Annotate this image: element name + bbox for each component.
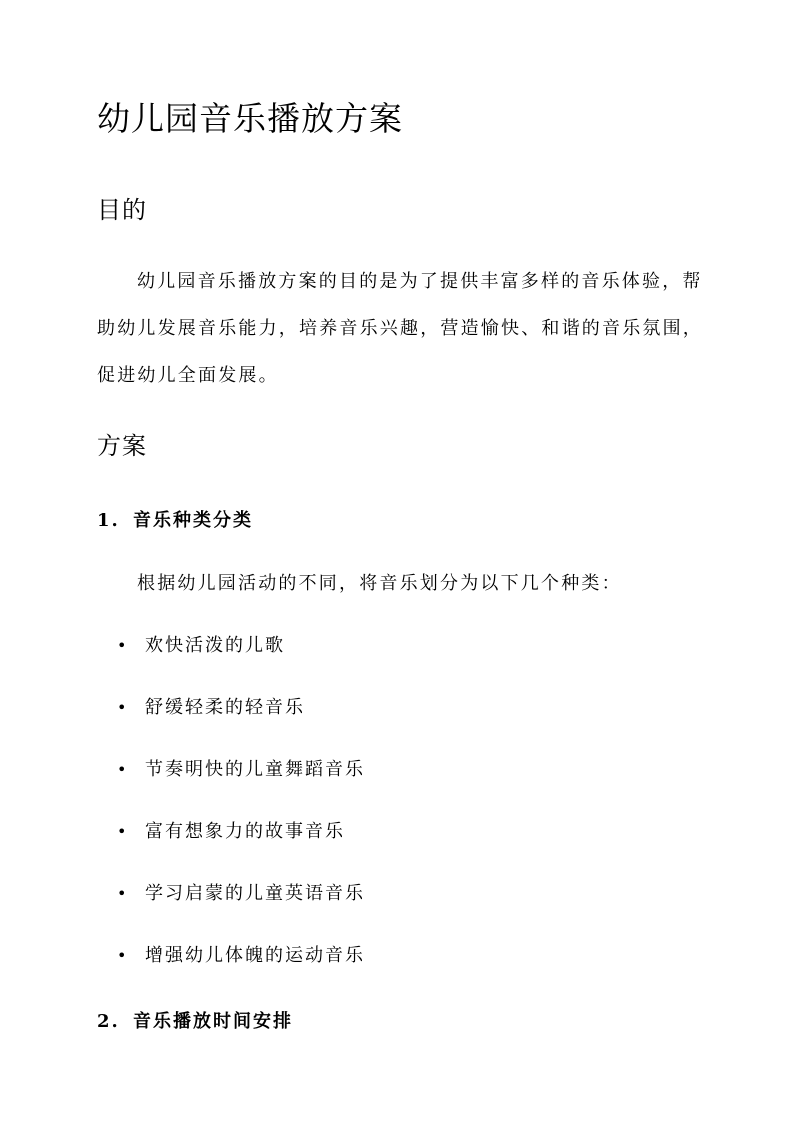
purpose-paragraph: 幼儿园音乐播放方案的目的是为了提供丰富多样的音乐体验，帮助幼儿发展音乐能力，培养音乐兴趣，营造愉快、和谐的音乐氛围，促进幼儿全面发展。 — [97, 271, 703, 386]
list-item-text: 节奏明快的儿童舞蹈音乐 — [145, 759, 365, 780]
music-categories-lead: 根据幼儿园活动的不同，将音乐划分为以下几个种类： — [137, 573, 622, 594]
subsection-number: 2. — [97, 1011, 120, 1032]
section-heading-plan: 方案 — [97, 432, 147, 460]
document-title: 幼儿园音乐播放方案 — [97, 99, 403, 138]
bullet-icon: • — [117, 884, 129, 903]
bullet-icon: • — [117, 760, 129, 779]
list-item — [117, 881, 365, 907]
list-item-text: 欢快活泼的儿歌 — [145, 635, 285, 656]
subsection-heading-music-categories — [97, 508, 253, 534]
list-item-text: 富有想象力的故事音乐 — [145, 821, 345, 842]
bullet-icon: • — [117, 698, 129, 717]
list-item-text: 增强幼儿体魄的运动音乐 — [145, 945, 365, 966]
bullet-icon: • — [117, 636, 129, 655]
list-item — [117, 819, 345, 845]
subsection-title: 音乐播放时间安排 — [133, 1011, 293, 1032]
list-item-text: 舒缓轻柔的轻音乐 — [145, 697, 305, 718]
list-item-text: 学习启蒙的儿童英语音乐 — [145, 883, 365, 904]
bullet-icon: • — [117, 946, 129, 965]
subsection-heading-playback-schedule — [97, 1009, 293, 1035]
section-heading-purpose: 目的 — [97, 196, 147, 224]
subsection-number: 1. — [97, 510, 120, 531]
list-item — [117, 943, 365, 969]
subsection-title: 音乐种类分类 — [133, 510, 253, 531]
bullet-icon: • — [117, 822, 129, 841]
list-item — [117, 757, 365, 783]
list-item — [117, 695, 305, 721]
list-item — [117, 633, 285, 659]
